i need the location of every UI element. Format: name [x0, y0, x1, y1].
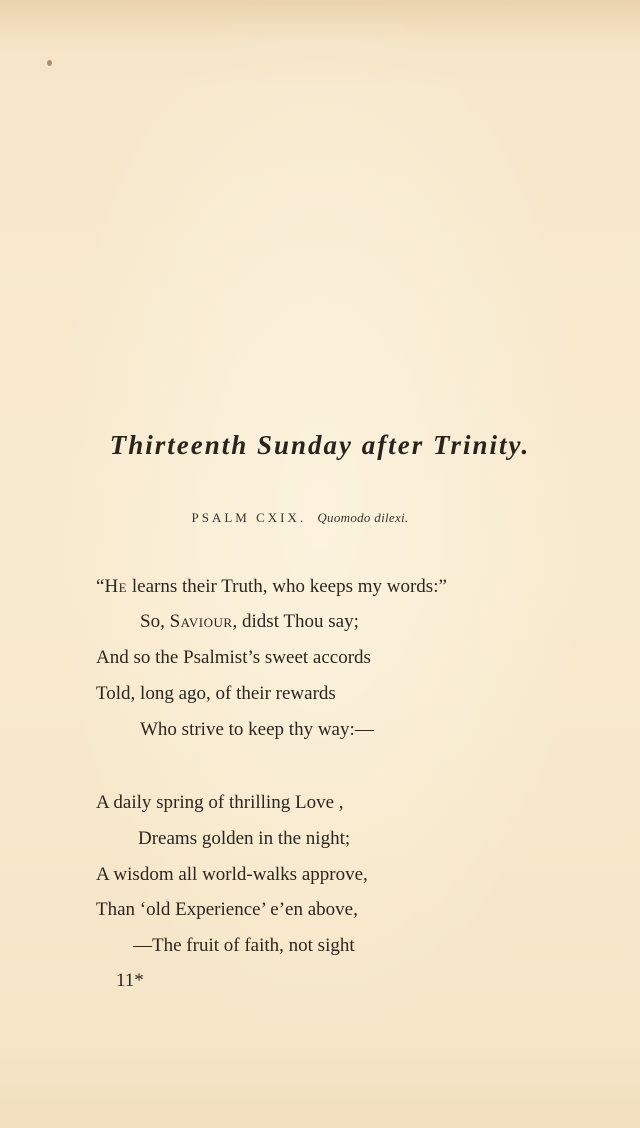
poem-line: “He learns their Truth, who keeps my words:” [96, 576, 447, 597]
signature-mark: 11* [116, 970, 144, 991]
psalm-reference [0, 510, 600, 526]
poem-line: A daily spring of thrilling Love , [96, 792, 344, 813]
ink-spot [47, 60, 52, 66]
poem-line: —The fruit of faith, not sight [133, 935, 355, 956]
psalm-number: PSALM CXIX. [191, 510, 307, 525]
page-top-shading [0, 0, 640, 40]
poem-line: A wisdom all world-walks approve, [96, 864, 368, 885]
poem-line: So, Saviour, didst Thou say; [140, 611, 359, 632]
poem-line: Told, long ago, of their rewards [96, 683, 336, 704]
poem-line: And so the Psalmist’s sweet accords [96, 647, 371, 668]
page-title: Thirteenth Sunday after Trinity. [109, 430, 531, 460]
poem-line: Dreams golden in the night; [138, 828, 351, 849]
psalm-incipit: Quomodo dilexi. [317, 510, 409, 525]
poem-line: Who strive to keep thy way:— [140, 719, 374, 740]
poem-line: Than ‘old Experience’ e’en above, [96, 899, 358, 920]
